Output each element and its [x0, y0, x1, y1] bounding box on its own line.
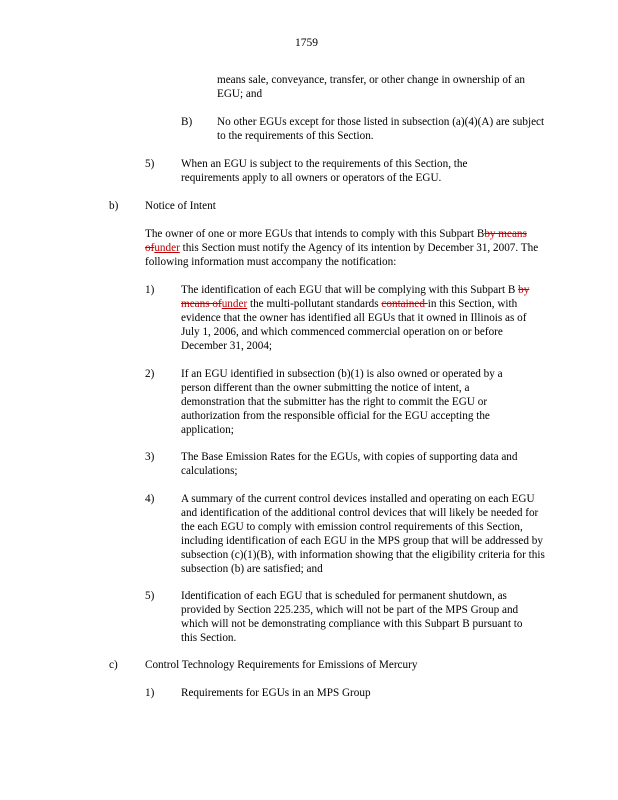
item-text-b5: Identification of each EGU that is scheduled for permanent shutdown, as provided by Section 225.235, which will not be part of the MPS Group and which will not be demonstrating compliance with this Subpart B pursuant to this Section.: [181, 590, 523, 644]
b1-deleted-text-2: contained: [381, 298, 428, 310]
section-b-intro: [145, 227, 540, 269]
section-label-c: c): [109, 659, 118, 671]
intro-text-1: The owner of one or more EGUs that intends to comply with this Subpart B: [145, 228, 485, 240]
b1-text-2: the multi-pollutant standards: [247, 298, 382, 310]
item-label-b3: 3): [145, 451, 155, 463]
intro-text-2: this Section must notify the Agency of its intention by December 31, 2007. The following information must accompany the notification:: [145, 242, 539, 268]
b1-text-3: in this Section, with evidence that the owner has identified all EGUs that it owned in Illinois as of July 1, 2006, and which commenced commercial operation on or before December 31, 2004;: [181, 298, 527, 352]
continuation-text: means sale, conveyance, transfer, or other change in ownership of an EGU; and: [217, 74, 526, 100]
item-label-a5: 5): [145, 158, 155, 170]
page-number: 1759: [295, 37, 318, 49]
item-label-b2: 2): [145, 368, 155, 380]
b1-text-1: The identification of each EGU that will be complying with this Subpart B: [181, 284, 519, 296]
section-heading-b: Notice of Intent: [145, 200, 216, 212]
item-label-c1: 1): [145, 687, 155, 699]
section-label-b: b): [109, 200, 119, 212]
b1-inserted-text: under: [221, 298, 248, 310]
item-label-b1: 1): [145, 284, 155, 296]
item-text-a5: When an EGU is subject to the requirements of this Section, the requirements apply to all owners or operators of the EGU.: [181, 158, 468, 184]
item-label-b5: 5): [145, 590, 155, 602]
intro-deleted-text: by means of: [145, 228, 527, 254]
intro-inserted-text: under: [154, 242, 180, 254]
b1-deleted-text-1: by means of: [181, 284, 530, 310]
section-heading-c: Control Technology Requirements for Emissions of Mercury: [145, 659, 418, 671]
item-label-B: B): [181, 116, 193, 128]
item-text-B: No other EGUs except for those listed in subsection (a)(4)(A) are subject to the requirements of this Section.: [217, 116, 545, 142]
item-text-b1: [181, 283, 543, 353]
item-text-c1: Requirements for EGUs in an MPS Group: [181, 687, 371, 699]
item-text-b4: A summary of the current control devices installed and operating on each EGU and identification of the additional control devices that will likely be needed for the each EGU to comply with emission control requirements of this Section, including identification of each EGU in the MPS group that will be addressed by subsection (c)(1)(B), with information showing that the eligibility criteria for this subsection (b) are satisfied; and: [181, 493, 545, 575]
item-text-b2: If an EGU identified in subsection (b)(1) is also owned or operated by a person different than the owner submitting the notice of intent, a demonstration that the submitter has the right to commit the EGU or authorization from the responsible official for the EGU accepting the application;: [181, 368, 503, 436]
item-text-b3: The Base Emission Rates for the EGUs, with copies of supporting data and calculations;: [181, 451, 518, 477]
item-label-b4: 4): [145, 493, 155, 505]
